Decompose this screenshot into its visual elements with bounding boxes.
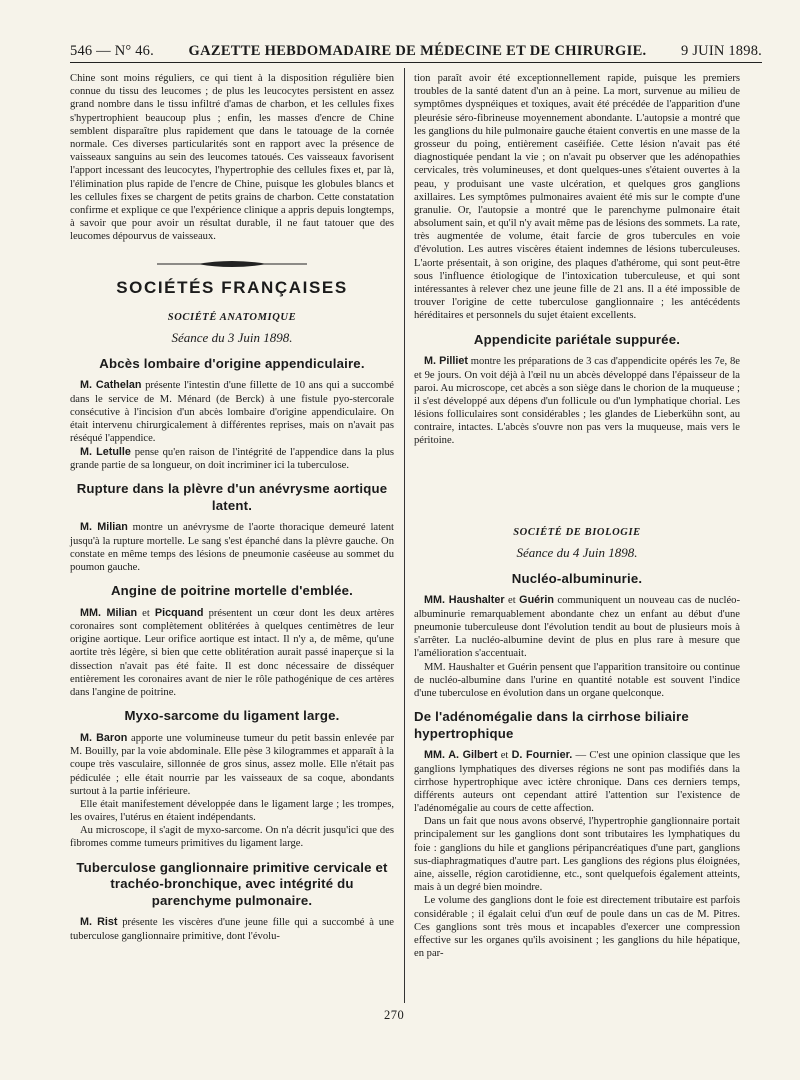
seance-date: Séance du 3 Juin 1898. bbox=[171, 329, 293, 345]
society-heading: SOCIÉTÉ DE BIOLOGIE bbox=[513, 526, 641, 538]
author-name: M. Cathelan bbox=[80, 379, 142, 392]
article-title: Myxo-sarcome du ligament large. bbox=[124, 708, 340, 724]
article-title: Nucléo-albuminurie. bbox=[511, 570, 643, 586]
section-gap bbox=[414, 448, 740, 520]
paragraph: M. Rist présente les viscères d'une jeune fille qui a succombé à une tuberculose ganglionnaire primitive, dont l'évolu- bbox=[70, 916, 395, 942]
article-title: Appendicite pariétale suppurée. bbox=[473, 331, 681, 347]
paragraph: M. Letulle pense qu'en raison de l'intégrité de l'appendice dans la plus grande partie de sa longueur, on doit incriminer ici la tuberculose. bbox=[70, 445, 394, 471]
seance-date: Séance du 4 Juin 1898. bbox=[516, 544, 638, 560]
paragraph: M. Pilliet montre les préparations de 3 cas d'appendicite opérés les 7e, 8e et 9e jours. On voit déjà à l'œil nu un abcès développé dans l'épaisseur de la paroi. Au microscope, cet abcès a son siège dans le chorion de la muqueuse ; il s'est développé aux dépens d'un follicule ou d'un lymphatique chorial. Les lésions folliculaires sont considérables ; les glandes de Lieberkühn sont, au contraire, intactes. L'abcès s'ouvre non pas vers la muqueuse, mais vers le péritoine. bbox=[414, 355, 740, 447]
continued-paragraph: Chine sont moins réguliers, ce qui tient à la disposition régulière bien connue du tissu des leucomes ; de plus les leucocytes persistent en assez grand nombre dans le tissu infiltré d'amas de charbon, et les cellules fixes s'hypertrophient beaucoup plus ; enfin, les masses d'encre de Chine semblent disparaître plus rapidement que dans le tatouage de la cornée normale. Ces diverses particularités sont en rapport avec la présence de vaisseaux sanguins au sein des leucomes tatoués. Ces vaisseaux favorisent l'apport incessant des leucocytes, l'hypertrophie des cellules fixes et, par là, l'élimination plus rapide de l'encre de Chine, puisque les globules blancs et les cellules fixes se chargent de petits grains de charbon. Cette constatation confirme et explique ce que l'expérience clinique a appris depuis longtemps, à savoir que pour avoir un résultat durable, il ne faut tatouer que des leucomes dépourvus de vaisseaux. bbox=[70, 73, 394, 243]
left-column bbox=[70, 72, 394, 943]
paragraph: Dans un fait que nous avons observé, l'hypertrophie ganglionnaire portait principalement sur les ganglions dont sont tributaires les lymphatiques du foie : ganglions du hile et ganglions péripancréatiques d'une part, ganglions sus-diaphragmatiques d'autre part. Les ganglions des régions plus éloignées, aine, aisselle, région carotidienne, etc., sont quelquefois également atteints, mais à un degré bien moindre. bbox=[414, 816, 740, 894]
journal-title: GAZETTE HEBDOMADAIRE DE MÉDECINE ET DE CHIRURGIE. bbox=[188, 43, 647, 59]
paragraph: Au microscope, il s'agit de myxo-sarcome. On n'a décrit jusqu'ici que des fibromes comme tumeurs primitives du ligament large. bbox=[70, 825, 394, 850]
author-name: MM. Haushalter bbox=[424, 594, 505, 607]
author-name: Picquand bbox=[154, 606, 204, 619]
issue-date: 9 JUIN 1898. bbox=[681, 43, 762, 59]
author-name: M. Pilliet bbox=[424, 355, 468, 368]
author-name: MM. Milian bbox=[80, 606, 138, 619]
article-title: Abcès lombaire d'origine appendiculaire. bbox=[99, 355, 365, 371]
author-name: Guérin bbox=[519, 594, 554, 607]
paragraph: MM. A. Gilbert et D. Fournier. — C'est une opinion classique que les ganglions lymphatiques des diverses régions ne sont pas modifiés dans la cirrhose hypertrophique avec ictère chronique. Dans ces derniers temps, différents auteurs ont cependant attiré l'attention sur l'existence de l'adénomégalie au cours de cette affection. bbox=[414, 749, 740, 815]
paragraph: Le volume des ganglions dont le foie est directement tributaire est parfois considérable ; il égalait celui d'un œuf de poule dans un cas de M. Pitres. Ces ganglions sont très mous et incapables d'exercer une compression effective sur les organes qu'ils avoisinent ; les ganglions du hile hépatique, en par- bbox=[414, 895, 740, 960]
author-name: M. Milian bbox=[80, 521, 128, 534]
author-name: MM. A. Gilbert bbox=[424, 749, 498, 762]
page-number-left: 546 — N° 46. bbox=[70, 43, 154, 59]
ornament-divider-icon bbox=[157, 259, 307, 269]
paragraph: M. Cathelan présente l'intestin d'une fillette de 10 ans qui a succombé dans le service de M. Ménard (de Berck) à une fistule pyo-stercorale consécutive à l'incision d'un abcès lombaire d'origine appendiculaire. On était intervenu chirurgicalement à différentes reprises, mais on n'avait pas réséqué l'appendice. bbox=[70, 379, 394, 445]
right-column bbox=[414, 72, 740, 960]
article-title: Tuberculose ganglionnaire primitive cervicale et trachéo-bronchique, avec intégrité du parenchyme pulmonaire. bbox=[76, 859, 388, 908]
paragraph: MM. Milian et Picquand présentent un cœur dont les deux artères coronaires sont complètement oblitérées à quelques centimètres de leur origine aortique. Leur orifice aortique est intact. Il n'y a, de même, qu'une aortite très légère, si bien que cette oblitération aurait passé inaperçue si la dissection n'avait pas été faite. Il est donc nécessaire de disséquer entièrement les coronaires avant de nier le rôle pathogénique de ces artères dans l'angine de poitrine. bbox=[70, 606, 394, 699]
article-title: Rupture dans la plèvre d'un anévrysme aortique latent. bbox=[76, 481, 388, 513]
continued-paragraph: tion paraît avoir été exceptionnellement rapide, puisque les premiers troubles de la santé datent d'un an à peine. La mort, survenue au milieu de symptômes dyspnéiques et toxiques, avait été précédée de l'apparition d'une pleurésie séro-fibrineuse moyennement abondante. L'autopsie a montré que les ganglions du hile pulmonaire gauche étaient convertis en une masse de la grosseur du poing, entièrement caséifiée. Cette lésion n'avait pas été diagnostiquée pendant la vie ; on n'avait pu observer que les adénopathies cervicales, très volumineuses, et dont quelques-unes s'étaient ouvertes à la peau, y produisant une vaste ulcération, et quelques gros ganglions axillaires. Les symptômes pulmonaires avaient été mis sur le compte d'une granulie. Or, l'autopsie a montré que le parenchyme pulmonaire était absolument sain, et qu'il n'y avait même pas de lésions des sommets. La rate, très augmentée de volume, était farcie de gros tubercules en voie d'évolution. Les autres viscères étaient indemnes de lésions tuberculeuses. L'aorte présentait, à son origine, des plaques d'athérome, qui sont peut-être sous l'influence étiologique de l'intoxication tuberculeuse, et qui sont intéressantes à relever chez une jeune fille de 21 ans. Il a été impossible de trouver l'origine de cette tuberculose ganglionnaire ; les antécédents héréditaires et personnels du sujet étaient excellents. bbox=[414, 73, 740, 322]
paragraph: M. Baron apporte une volumineuse tumeur du petit bassin enlevée par M. Bouilly, par la voie abdominale. Elle pèse 3 kilogrammes et apparaît à la coupe très vasculaire, sillonnée de gros sinus, assez molle. Elle n'était pas pédiculée ; elle était nourrie par les vaisseaux de sa coque, abondants surtout à la partie inférieure. bbox=[70, 731, 395, 797]
society-heading: SOCIÉTÉ ANATOMIQUE bbox=[167, 311, 297, 323]
column-divider bbox=[404, 68, 405, 1003]
author-name: M. Baron bbox=[80, 731, 128, 744]
paragraph: MM. Haushalter et Guérin communiquent un nouveau cas de nucléo-albuminurie remarquablement abondante chez un enfant au début d'une pneumonie tuberculeuse dont l'évolution tendit au bout de plusieurs mois à s'arrêter. La nucléo-albumine devint de plus en plus rare à mesure que l'amélioration s'accentuait. bbox=[414, 594, 741, 660]
header-rule bbox=[70, 62, 762, 63]
author-name: M. Rist bbox=[80, 916, 118, 929]
author-name: M. Letulle bbox=[80, 445, 131, 458]
running-head bbox=[70, 38, 762, 60]
article-title: Angine de poitrine mortelle d'emblée. bbox=[110, 583, 354, 599]
author-name: D. Fournier. bbox=[511, 749, 573, 762]
paragraph: MM. Haushalter et Guérin pensent que l'apparition transitoire ou continue de nucléo-albumine dans l'urine en quantité notable est souvent l'indice d'une tuberculose en évolution dans un organe quelconque. bbox=[414, 661, 740, 699]
section-title: SOCIÉTÉS FRANÇAISES bbox=[116, 278, 348, 298]
paragraph: Elle était manifestement développée dans le ligament large ; les trompes, les ovaires, l'utérus en étaient indépendants. bbox=[70, 798, 394, 824]
article-title: De l'adénomégalie dans la cirrhose biliaire hypertrophique bbox=[414, 709, 689, 741]
paragraph: M. Milian montre un anévrysme de l'aorte thoracique demeuré latent jusqu'à la rupture mortelle. Le sang s'est épanché dans la plèvre gauche. On constate en même temps des lésions de pneumonie caséeuse au sommet du poumon gauche. bbox=[70, 521, 394, 573]
footer-page-number: 270 bbox=[384, 1008, 405, 1022]
